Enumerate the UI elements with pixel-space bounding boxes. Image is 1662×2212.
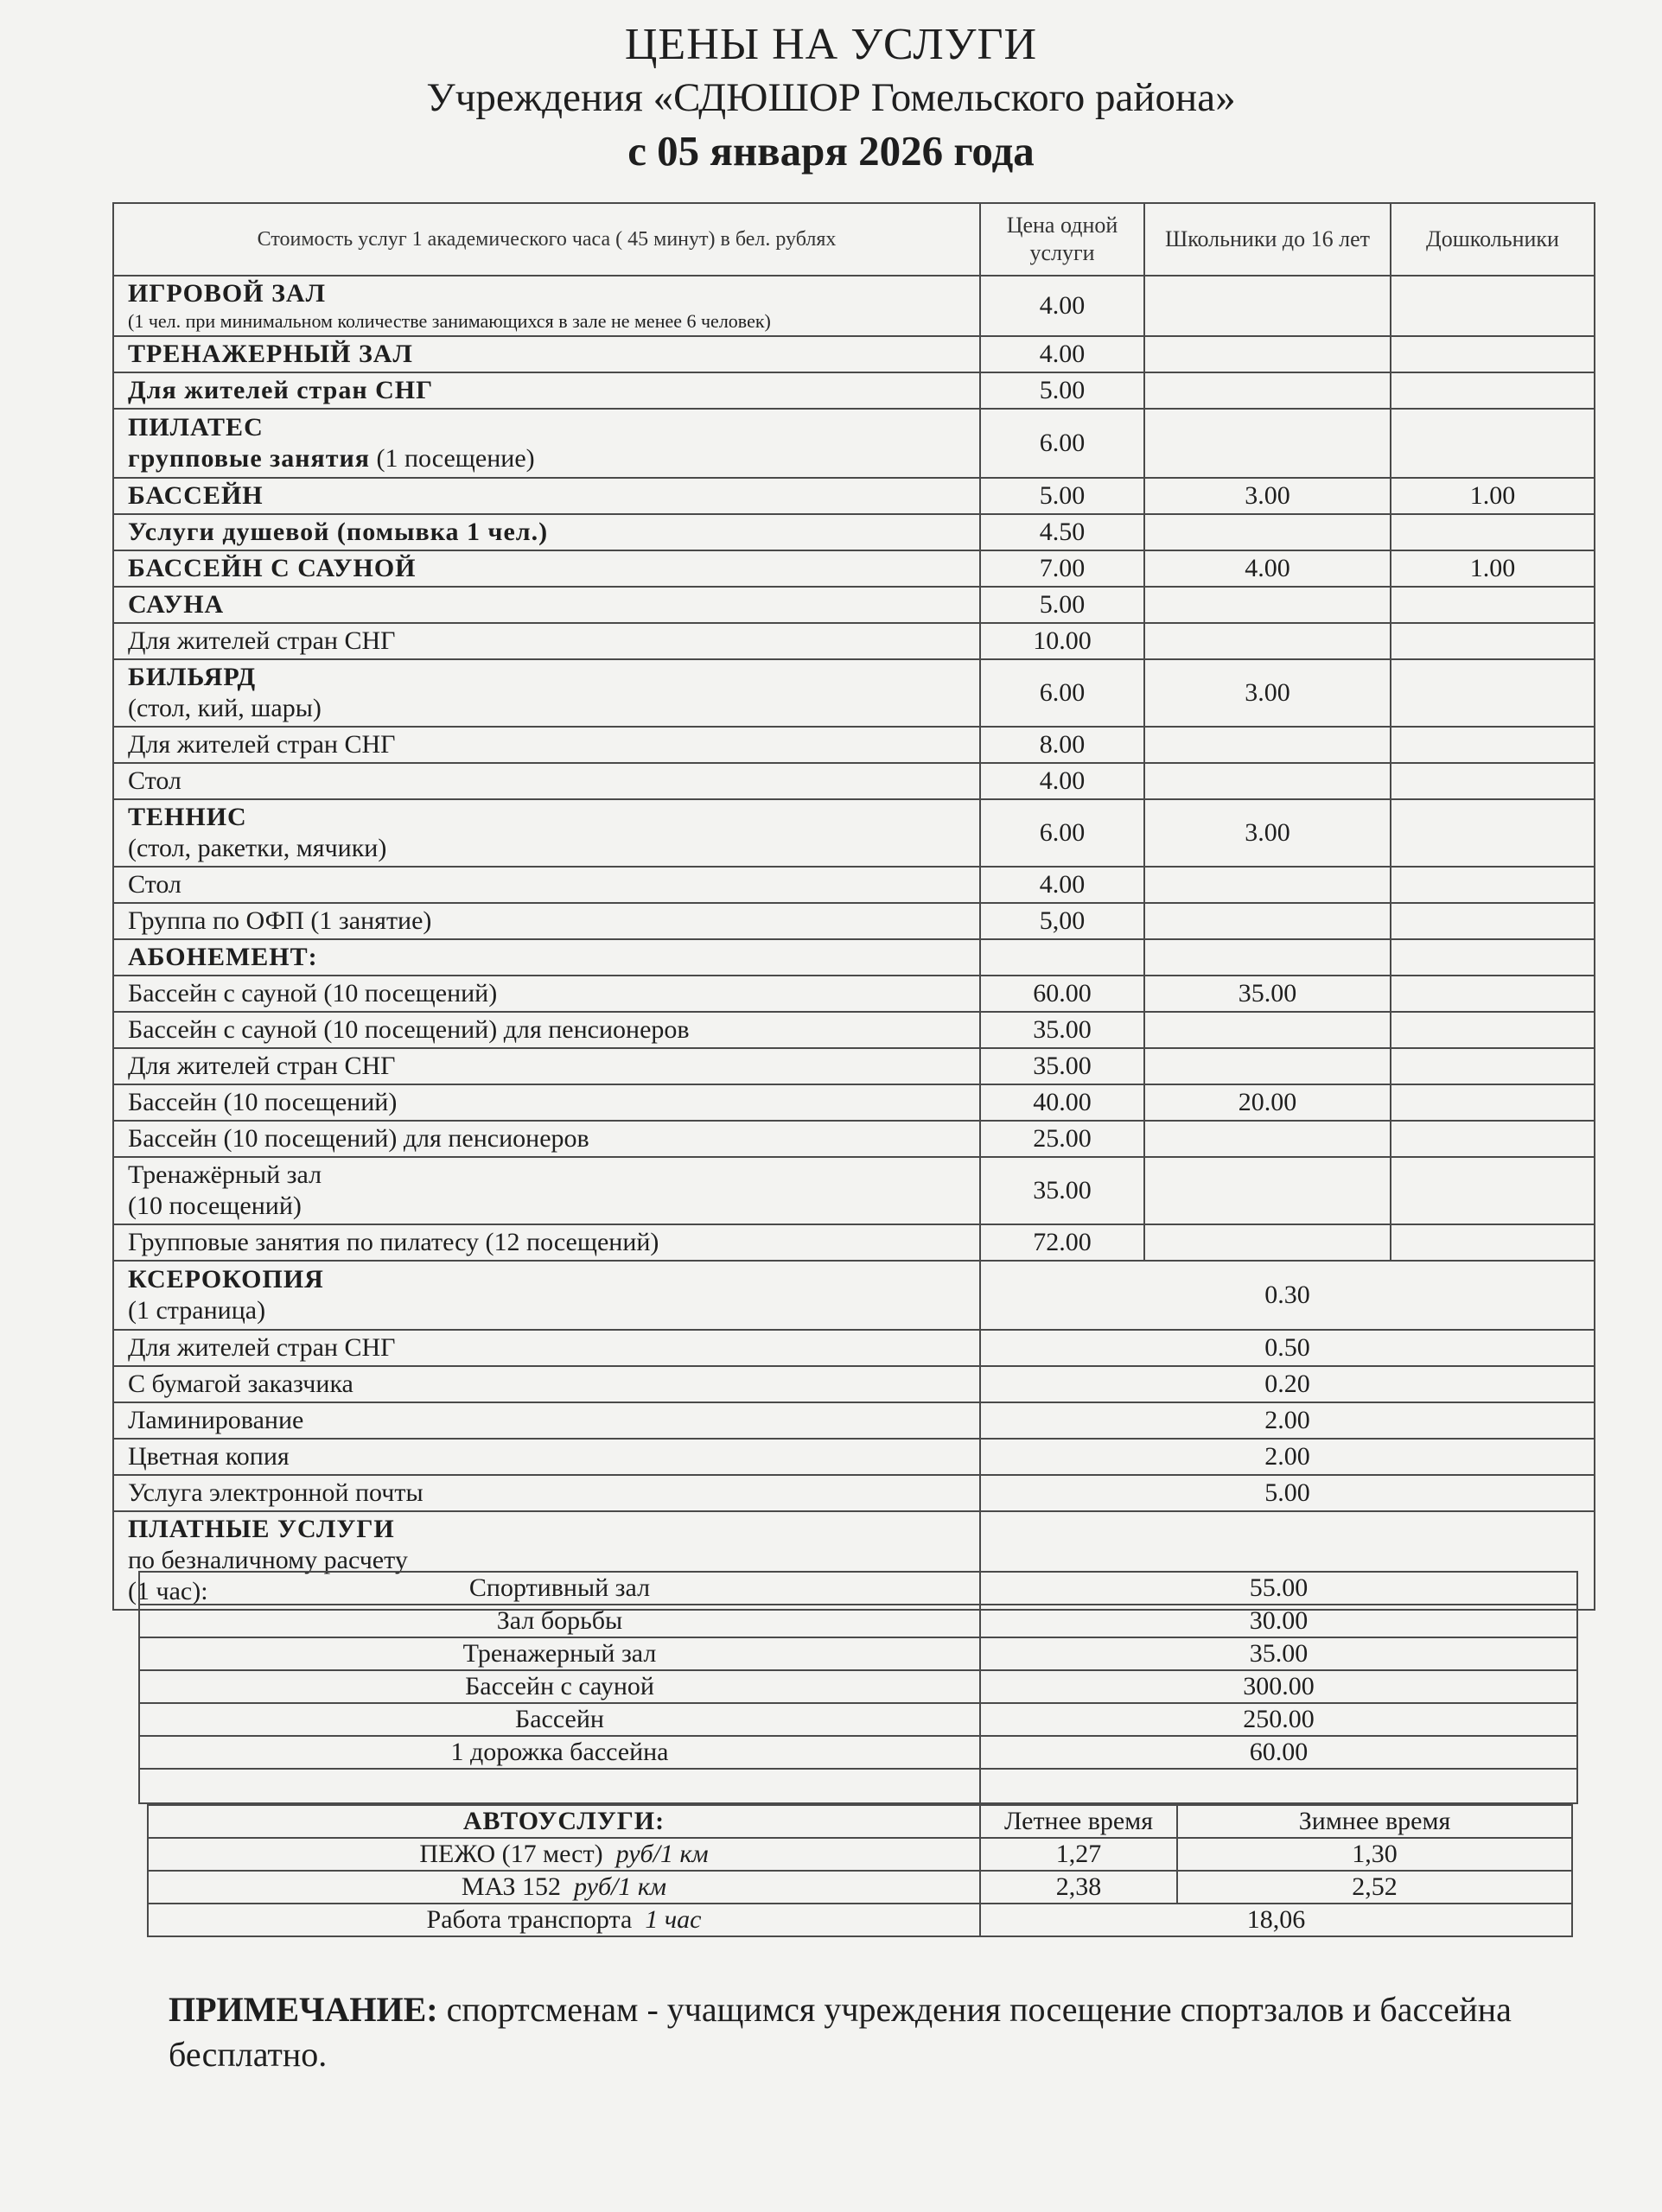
table-row <box>139 1605 1577 1637</box>
service-note: (стол, ракетки, мячики) <box>128 834 387 862</box>
vehicle-unit: 1 час <box>645 1905 702 1934</box>
price-cell: 4.00 <box>980 276 1144 336</box>
vehicle-cell <box>148 1904 980 1936</box>
service-title: С бумагой заказчика <box>113 1366 980 1402</box>
table-row <box>139 1769 1577 1803</box>
institution-name: Учреждения «СДЮШОР Гомельского района» <box>426 75 1236 120</box>
table-row <box>113 867 1595 903</box>
service-title: Бассейн с сауной (10 посещений) <box>113 976 980 1012</box>
service-title: Для жителей стран СНГ <box>113 623 980 659</box>
price-cell: 8.00 <box>980 727 1144 763</box>
column-header-winter: Зимнее время <box>1177 1805 1572 1838</box>
paid-service-price: 55.00 <box>980 1572 1577 1605</box>
service-title: Бассейн (10 посещений) для пенсионеров <box>113 1121 980 1157</box>
vehicle-cell <box>148 1871 980 1904</box>
service-title: Групповые занятия по пилатесу (12 посещений) <box>113 1224 980 1261</box>
service-title: Цветная копия <box>113 1439 980 1475</box>
auto-title: АВТОУСЛУГИ: <box>148 1805 980 1838</box>
service-title: Услуга электронной почты <box>113 1475 980 1511</box>
summer-price: 2,38 <box>980 1871 1177 1904</box>
price-cell: 0.20 <box>980 1366 1595 1402</box>
table-row <box>113 1439 1595 1475</box>
service-cell <box>113 409 980 478</box>
price-cell: 4.00 <box>980 336 1144 372</box>
table-row <box>139 1703 1577 1736</box>
price-cell: 35.00 <box>980 1157 1144 1224</box>
service-title: КСЕРОКОПИЯ <box>128 1265 324 1294</box>
service-cell <box>113 1157 980 1224</box>
footnote <box>169 1987 1569 2077</box>
price-cell: 5.00 <box>980 1475 1595 1511</box>
table-row <box>113 1330 1595 1366</box>
service-title: БИЛЬЯРД <box>128 663 257 691</box>
price-cell: 7.00 <box>980 550 1144 587</box>
column-header-summer: Летнее время <box>980 1805 1177 1838</box>
table-row <box>139 1572 1577 1605</box>
paid-service-price: 60.00 <box>980 1736 1577 1769</box>
price-cell: 4.50 <box>980 514 1144 550</box>
table-row <box>113 1402 1595 1439</box>
price-cell: 5.00 <box>980 587 1144 623</box>
table-row <box>113 550 1595 587</box>
paid-service-price: 300.00 <box>980 1670 1577 1703</box>
price-cell: 72.00 <box>980 1224 1144 1261</box>
table-row <box>113 976 1595 1012</box>
school-price-cell: 3.00 <box>1144 799 1391 867</box>
price-table <box>112 202 1595 1611</box>
preschool-price-cell: 1.00 <box>1391 478 1595 514</box>
table-row <box>148 1838 1572 1871</box>
service-title: САУНА <box>113 587 980 623</box>
table-row <box>113 623 1595 659</box>
price-cell: 0.50 <box>980 1330 1595 1366</box>
vehicle-name: МАЗ 152 <box>461 1872 562 1901</box>
summer-price: 1,27 <box>980 1838 1177 1871</box>
service-note: (1 чел. при минимальном количестве занимающихся в зале не менее 6 человек) <box>128 310 771 332</box>
table-row <box>113 409 1595 478</box>
table-row <box>113 903 1595 939</box>
table-row <box>113 1048 1595 1084</box>
service-title: БАССЕЙН <box>113 478 980 514</box>
service-title: Для жителей стран СНГ <box>113 372 980 409</box>
vehicle-cell <box>148 1838 980 1871</box>
table-row <box>113 799 1595 867</box>
school-price-cell: 3.00 <box>1144 478 1391 514</box>
service-title: Тренажёрный зал <box>128 1160 322 1189</box>
vehicle-name: ПЕЖО (17 мест) <box>419 1840 603 1868</box>
service-title: ПИЛАТЕС <box>128 413 264 442</box>
table-row <box>113 939 1595 976</box>
service-title: БАССЕЙН С САУНОЙ <box>113 550 980 587</box>
service-cell <box>113 799 980 867</box>
price-cell: 4.00 <box>980 867 1144 903</box>
price-cell: 10.00 <box>980 623 1144 659</box>
table-row <box>113 1261 1595 1330</box>
footnote-label: ПРИМЕЧАНИЕ: <box>169 1990 438 2029</box>
auto-services-table <box>147 1804 1573 1937</box>
price-cell: 6.00 <box>980 409 1144 478</box>
section-title: АБОНЕМЕНТ: <box>113 939 980 976</box>
table-row <box>113 1012 1595 1048</box>
service-title: ТРЕНАЖЕРНЫЙ ЗАЛ <box>113 336 980 372</box>
paid-service-name: 1 дорожка бассейна <box>139 1736 980 1769</box>
table-row <box>113 478 1595 514</box>
vehicle-name: Работа транспорта <box>426 1905 633 1934</box>
table-row <box>113 1366 1595 1402</box>
table-row <box>113 1475 1595 1511</box>
price-cell: 60.00 <box>980 976 1144 1012</box>
vehicle-unit: руб/1 км <box>615 1840 709 1868</box>
table-row <box>148 1871 1572 1904</box>
service-note: (1 час): <box>128 1577 208 1605</box>
table-row <box>113 727 1595 763</box>
price-cell: 2.00 <box>980 1439 1595 1475</box>
price-cell: 2.00 <box>980 1402 1595 1439</box>
page-title: ЦЕНЫ НА УСЛУГИ <box>624 20 1038 69</box>
price-cell: 25.00 <box>980 1121 1144 1157</box>
price-cell: 40.00 <box>980 1084 1144 1121</box>
price-cell: 35.00 <box>980 1048 1144 1084</box>
table-row <box>139 1637 1577 1670</box>
table-row <box>113 1157 1595 1224</box>
table-row <box>113 1084 1595 1121</box>
table-row <box>113 1224 1595 1261</box>
service-title: ИГРОВОЙ ЗАЛ <box>128 279 326 308</box>
service-note: (1 страница) <box>128 1296 266 1325</box>
service-title: Ламинирование <box>113 1402 980 1439</box>
service-note: (1 посещение) <box>376 444 535 473</box>
table-row <box>113 587 1595 623</box>
effective-date: с 05 января 2026 года <box>627 127 1035 175</box>
service-title: ТЕННИС <box>128 803 247 831</box>
paid-service-name: Зал борьбы <box>139 1605 980 1637</box>
service-cell <box>113 1261 980 1330</box>
column-header-preschool: Дошкольники <box>1391 203 1595 276</box>
table-header-row <box>113 203 1595 276</box>
winter-price: 2,52 <box>1177 1871 1572 1904</box>
paid-service-price: 35.00 <box>980 1637 1577 1670</box>
price-cell: 5,00 <box>980 903 1144 939</box>
paid-service-name: Бассейн с сауной <box>139 1670 980 1703</box>
service-title: Услуги душевой (помывка 1 чел.) <box>113 514 980 550</box>
service-title: Бассейн (10 посещений) <box>113 1084 980 1121</box>
table-row <box>113 336 1595 372</box>
paid-service-name: Тренажерный зал <box>139 1637 980 1670</box>
price-cell: 6.00 <box>980 799 1144 867</box>
price-cell: 5.00 <box>980 372 1144 409</box>
paid-service-name: Бассейн <box>139 1703 980 1736</box>
service-title: Стол <box>113 867 980 903</box>
table-row <box>139 1670 1577 1703</box>
service-title: Бассейн с сауной (10 посещений) для пенсионеров <box>113 1012 980 1048</box>
service-title: Для жителей стран СНГ <box>113 1048 980 1084</box>
service-title: Для жителей стран СНГ <box>113 727 980 763</box>
table-row <box>113 276 1595 336</box>
paid-service-price: 30.00 <box>980 1605 1577 1637</box>
preschool-price-cell: 1.00 <box>1391 550 1595 587</box>
service-title: Стол <box>113 763 980 799</box>
price-cell: 35.00 <box>980 1012 1144 1048</box>
price-cell: 4.00 <box>980 763 1144 799</box>
table-row <box>113 1121 1595 1157</box>
table-row <box>148 1904 1572 1936</box>
transport-price: 18,06 <box>980 1904 1572 1936</box>
service-title: Группа по ОФП (1 занятие) <box>113 903 980 939</box>
school-price-cell: 4.00 <box>1144 550 1391 587</box>
school-price-cell: 35.00 <box>1144 976 1391 1012</box>
service-note: по безналичному расчету <box>128 1546 408 1574</box>
school-price-cell: 3.00 <box>1144 659 1391 727</box>
vehicle-unit: руб/1 км <box>574 1872 667 1901</box>
price-cell: 6.00 <box>980 659 1144 727</box>
service-title: Для жителей стран СНГ <box>113 1330 980 1366</box>
table-header-row <box>148 1805 1572 1838</box>
service-note: (стол, кий, шары) <box>128 694 322 722</box>
service-note: (10 посещений) <box>128 1192 302 1220</box>
service-title: ПЛАТНЫЕ УСЛУГИ <box>128 1515 395 1543</box>
winter-price: 1,30 <box>1177 1838 1572 1871</box>
column-header-schoolkids: Школьники до 16 лет <box>1144 203 1391 276</box>
service-cell <box>113 276 980 336</box>
table-row <box>113 514 1595 550</box>
table-row <box>113 372 1595 409</box>
school-price-cell: 20.00 <box>1144 1084 1391 1121</box>
paid-service-name: Спортивный зал <box>139 1572 980 1605</box>
service-subtitle: групповые занятия <box>128 444 370 473</box>
table-row <box>113 763 1595 799</box>
table-row <box>113 659 1595 727</box>
table-row <box>139 1736 1577 1769</box>
paid-service-price: 250.00 <box>980 1703 1577 1736</box>
footnote-text: спортсменам - учащимся учреждения посещение спортзалов и бассейна бесплатно. <box>169 1990 1512 2074</box>
column-header-service: Стоимость услуг 1 академического часа ( 45 минут) в бел. рублях <box>113 203 980 276</box>
column-header-price: Цена одной услуги <box>980 203 1144 276</box>
paid-services-table <box>138 1571 1578 1804</box>
price-cell: 5.00 <box>980 478 1144 514</box>
service-cell <box>113 659 980 727</box>
price-cell: 0.30 <box>980 1261 1595 1330</box>
